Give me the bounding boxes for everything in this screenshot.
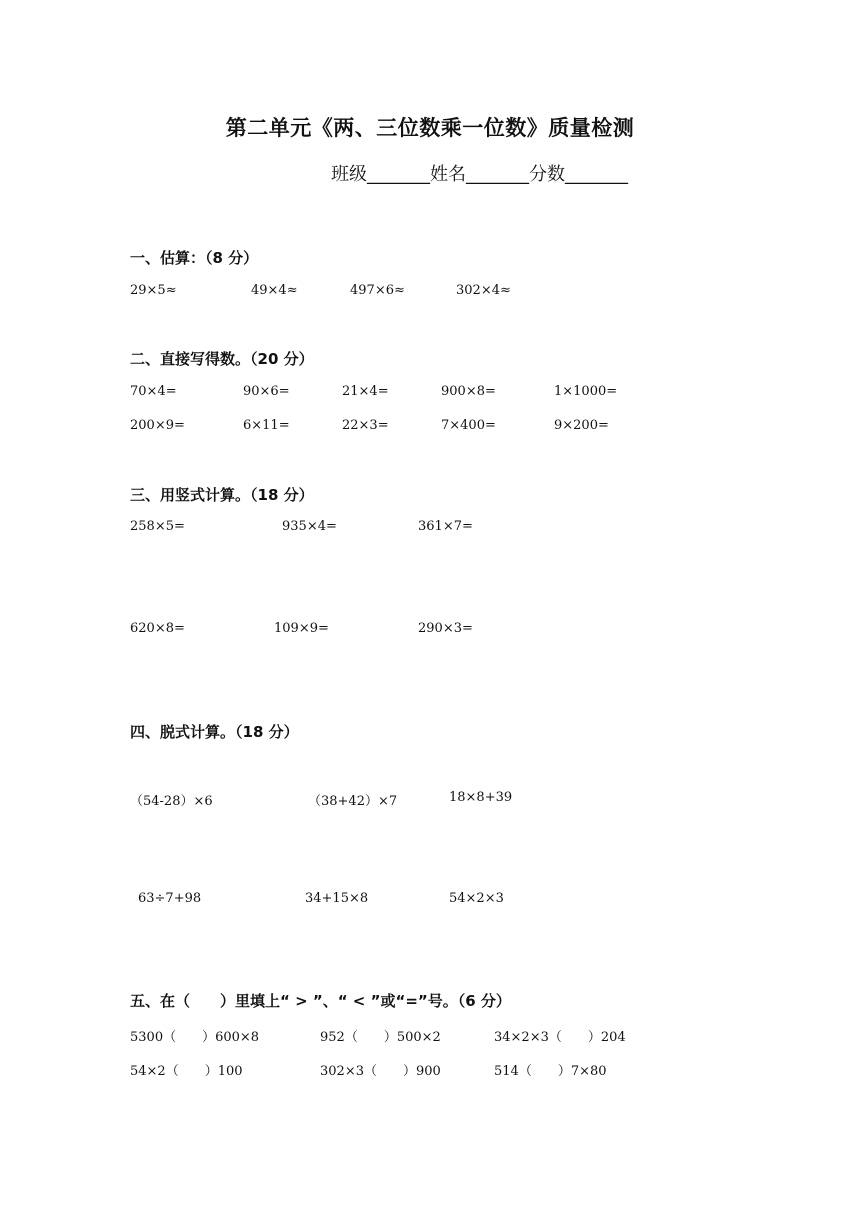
- compare-item: 34×2×3（ ）204: [494, 1030, 626, 1045]
- oral-calc-item: 900×8=: [441, 384, 496, 399]
- compare-item: 5300（ ）600×8: [130, 1030, 260, 1045]
- estimate-item: 302×4≈: [456, 283, 511, 298]
- compare-item: 514（ ）7×80: [494, 1064, 607, 1079]
- compare-item: 302×3（ ）900: [320, 1064, 441, 1079]
- compare-item: 952（ ）500×2: [320, 1030, 441, 1045]
- section-5-heading: 五、在（ ）里填上“ > ”、“ < ”或“=”号。（6 分）: [130, 992, 511, 1010]
- page-title: 第二单元《两、三位数乘一位数》质量检测: [225, 116, 635, 140]
- vertical-calc-item: 361×7=: [418, 519, 473, 534]
- estimate-item: 497×6≈: [350, 283, 405, 298]
- step-calc-item: （38+42）×7: [308, 794, 398, 809]
- oral-calc-item: 9×200=: [554, 418, 609, 433]
- vertical-calc-item: 109×9=: [274, 621, 329, 636]
- oral-calc-item: 1×1000=: [554, 384, 618, 399]
- oral-calc-item: 21×4=: [342, 384, 389, 399]
- oral-calc-item: 6×11=: [243, 418, 290, 433]
- vertical-calc-item: 935×4=: [282, 519, 337, 534]
- student-info-line: 班级_______姓名_______分数_______: [331, 164, 628, 185]
- oral-calc-item: 22×3=: [342, 418, 389, 433]
- step-calc-item: （54-28）×6: [130, 794, 213, 809]
- oral-calc-item: 90×6=: [243, 384, 290, 399]
- oral-calc-item: 70×4=: [130, 384, 177, 399]
- step-calc-item: 54×2×3: [449, 891, 504, 906]
- section-3-heading: 三、用竖式计算。（18 分）: [130, 486, 314, 504]
- estimate-item: 29×5≈: [130, 283, 177, 298]
- compare-item: 54×2（ ）100: [130, 1064, 243, 1079]
- vertical-calc-item: 258×5=: [130, 519, 185, 534]
- oral-calc-item: 7×400=: [441, 418, 496, 433]
- section-2-heading: 二、直接写得数。（20 分）: [130, 350, 314, 368]
- step-calc-item: 63÷7+98: [138, 891, 202, 906]
- vertical-calc-item: 290×3=: [418, 621, 473, 636]
- vertical-calc-item: 620×8=: [130, 621, 185, 636]
- estimate-item: 49×4≈: [251, 283, 298, 298]
- oral-calc-item: 200×9=: [130, 418, 185, 433]
- section-4-heading: 四、脱式计算。（18 分）: [130, 723, 299, 741]
- step-calc-item: 18×8+39: [449, 790, 513, 805]
- step-calc-item: 34+15×8: [305, 891, 369, 906]
- section-1-heading: 一、估算：（8 分）: [130, 249, 259, 267]
